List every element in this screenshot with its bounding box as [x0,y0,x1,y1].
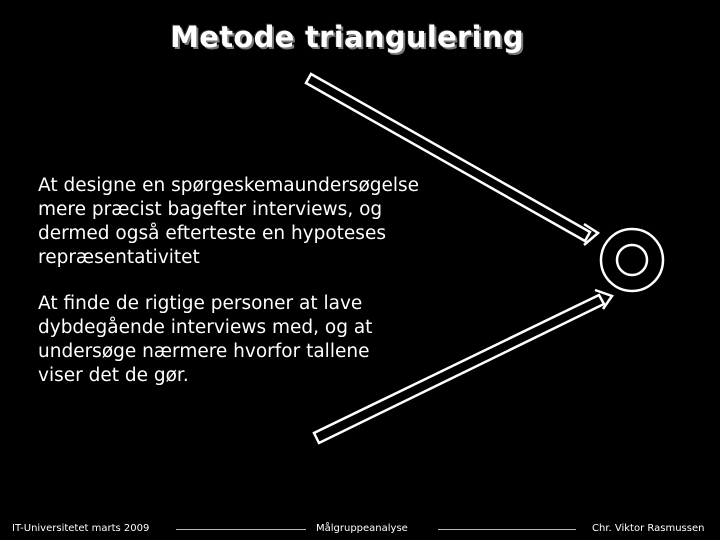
slide-title: Metode triangulering [170,20,524,54]
footer-divider [176,529,306,530]
target-icon [601,229,663,291]
footer-divider [438,529,576,530]
paragraph-survey: At designe en spørgeskemaundersøgelse mere præcist bagefter interviews, og dermed også efterteste en hypoteses repræsentativitet [38,175,420,268]
footer-topic: Målgruppeanalyse [316,523,408,534]
footer-author: Chr. Viktor Rasmussen [592,523,705,534]
paragraph-interviews: At finde de rigtige personer at lave dybdegående interviews med, og at undersøge nærmere hvorfor tallene viser det de gør. [38,293,373,386]
footer-institution: IT-Universitetet marts 2009 [12,523,150,534]
